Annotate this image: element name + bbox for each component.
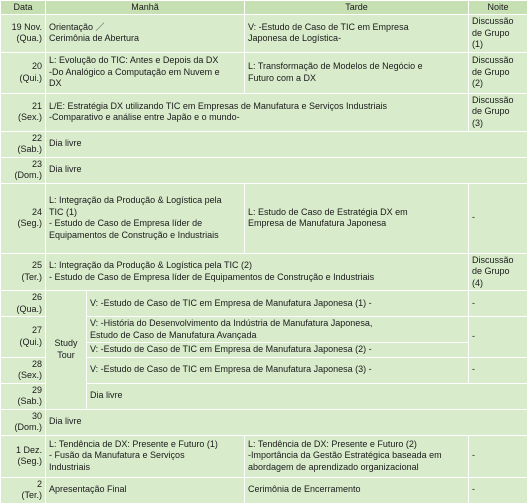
cell-line: (4) (472, 278, 483, 288)
full-day-cell (46, 253, 469, 291)
table-row (1, 93, 527, 131)
weekday-text: (Qua.) (16, 33, 42, 43)
table-row (1, 183, 527, 253)
tour-cell: V: -Estudo de Caso de TIC em Empresa de Manufatura Japonesa (1) - (87, 291, 469, 317)
weekday-text: (Sex.) (18, 370, 42, 380)
weekday-text: (Sab.) (17, 144, 42, 154)
cell-line: L/E: Estratégia DX utilizando TIC em Empresas de Manufatura e Serviços Industriais (49, 101, 387, 111)
morning-cell (46, 183, 245, 253)
table-row (1, 477, 527, 503)
date-text: 23 (32, 159, 42, 169)
full-day-cell (46, 93, 469, 131)
cell-line: L: Integração da Produção & Logística pela (49, 195, 222, 205)
cell-line: L: Evolução do TIC: Antes e Depois da DX (49, 55, 218, 65)
morning-cell (46, 15, 245, 53)
date-text: 21 (32, 101, 42, 111)
header-afternoon: Tarde (245, 1, 469, 15)
table-row (1, 409, 527, 435)
date-text: 20 (32, 61, 42, 71)
date-text: 19 Nov. (12, 22, 42, 32)
tour-cell: V: -Estudo de Caso de TIC em Empresa de Manufatura Japonesa (3) - (87, 357, 469, 383)
weekday-text: (Seg.) (17, 218, 42, 228)
date-cell (1, 157, 46, 183)
date-cell (1, 291, 46, 317)
cell-line: L: Tendência de DX: Presente e Futuro (2) (248, 439, 417, 449)
header-evening: Noite (469, 1, 527, 15)
table-row (1, 15, 527, 53)
date-cell (1, 435, 46, 477)
afternoon-cell (245, 52, 469, 93)
evening-cell: - (469, 435, 527, 477)
cell-line: L: Estudo de Caso de Estratégia DX em (248, 207, 408, 217)
header-date: Data (1, 1, 46, 15)
date-cell (1, 477, 46, 503)
cell-line: abordagem de aprendizado organizacional (248, 462, 419, 472)
table-row (1, 291, 527, 317)
weekday-text: (Sex.) (18, 112, 42, 122)
date-text: 2 (37, 479, 42, 489)
cell-line: - Estudo de Caso de Empresa líder de Equipamentos de Construção e Industriais (49, 272, 374, 282)
evening-cell: - (469, 183, 527, 253)
cell-line: Discussão (472, 255, 514, 265)
weekday-text: (Qui.) (20, 337, 43, 347)
study-tour-cell (46, 291, 87, 410)
free-day-cell: Dia livre (46, 157, 527, 183)
afternoon-cell: Cerimônia de Encerramento (245, 477, 469, 503)
table-row (1, 157, 527, 183)
cell-line: Discussão (472, 55, 514, 65)
evening-cell (469, 52, 527, 93)
weekday-text: (Ter.) (21, 490, 42, 500)
date-text: 26 (32, 292, 42, 302)
cell-line: (2) (472, 78, 483, 88)
evening-cell: - (469, 477, 527, 503)
date-text: 27 (32, 325, 42, 335)
cell-line: DX (49, 78, 62, 88)
evening-cell: - (469, 291, 527, 317)
cell-line: - Estudo de Caso de Empresa líder de (49, 218, 202, 228)
cell-line: Discussão (472, 16, 514, 26)
cell-line: Estudo de Caso de Manufatura Avançada (90, 330, 256, 340)
date-text: 25 (32, 260, 42, 270)
afternoon-cell (245, 15, 469, 53)
date-cell (1, 131, 46, 157)
morning-cell (46, 435, 245, 477)
date-cell (1, 15, 46, 53)
table-row (1, 435, 527, 477)
cell-line: -Comparativo e análise entre Japão e o mundo- (49, 112, 240, 122)
free-day-cell: Dia livre (46, 131, 527, 157)
cell-line: Japonesa de Logística- (248, 33, 341, 43)
cell-line: - Fusão da Manufatura e Serviços (49, 450, 185, 460)
cell-line: Cerimônia de Abertura (49, 33, 139, 43)
weekday-text: (Dom.) (15, 422, 43, 432)
weekday-text: (Qua.) (16, 304, 42, 314)
cell-line: Empresa de Manufatura Japonesa (248, 218, 386, 228)
cell-line: V: -Estudo de Caso de TIC em Empresa (248, 22, 409, 32)
afternoon-cell (245, 435, 469, 477)
weekday-text: (Seg.) (17, 456, 42, 466)
cell-line: Tour (57, 350, 75, 360)
date-cell (1, 253, 46, 291)
cell-line: (3) (472, 118, 483, 128)
cell-line: de Grupo (472, 67, 510, 77)
weekday-text: (Qui.) (20, 73, 43, 83)
date-text: 24 (32, 207, 42, 217)
date-text: 1 Dez. (16, 445, 42, 455)
cell-line: -Do Analógico a Computação em Nuvem e (49, 67, 220, 77)
cell-line: L: Tendência de DX: Presente e Futuro (1) (49, 439, 218, 449)
cell-line: Futuro com a DX (248, 73, 316, 83)
evening-cell: - (469, 317, 527, 358)
date-cell (1, 383, 46, 409)
cell-line: L: Integração da Produção & Logística pela TIC (2) (49, 260, 252, 270)
weekday-text: (Dom.) (15, 170, 43, 180)
evening-cell (469, 253, 527, 291)
cell-line: Study (54, 338, 77, 348)
cell-line: L: Transformação de Modelos de Negócio e (248, 61, 423, 71)
morning-cell (46, 52, 245, 93)
evening-cell (469, 93, 527, 131)
cell-line: de Grupo (472, 266, 510, 276)
table-row (1, 253, 527, 291)
table-row (1, 131, 527, 157)
date-cell (1, 183, 46, 253)
cell-line: Orientação ／ (49, 22, 105, 32)
date-text: 29 (32, 385, 42, 395)
date-text: 22 (32, 133, 42, 143)
weekday-text: (Ter.) (21, 272, 42, 282)
cell-line: Industriais (49, 462, 90, 472)
free-day-cell: Dia livre (87, 383, 527, 409)
date-cell (1, 357, 46, 383)
cell-line: de Grupo (472, 106, 510, 116)
tour-cell: V: -Estudo de Caso de TIC em Empresa de Manufatura Japonesa (2) - (87, 343, 469, 358)
date-text: 28 (32, 359, 42, 369)
cell-line: TIC (1) (49, 207, 77, 217)
cell-line: -Importância da Gestão Estratégica baseada em (248, 450, 442, 460)
date-text: 30 (32, 411, 42, 421)
date-cell (1, 317, 46, 358)
cell-line: Discussão (472, 95, 514, 105)
morning-cell: Apresentação Final (46, 477, 245, 503)
table-row (1, 52, 527, 93)
cell-line: V: -História do Desenvolvimento da Indústria de Manufatura Japonesa, (90, 318, 372, 328)
cell-line: (1) (472, 39, 483, 49)
cell-line: Equipamentos de Construção e Industriais (49, 230, 219, 240)
evening-cell (469, 15, 527, 53)
free-day-cell: Dia livre (46, 409, 527, 435)
evening-cell: - (469, 357, 527, 383)
weekday-text: (Sab.) (17, 396, 42, 406)
date-cell (1, 93, 46, 131)
date-cell (1, 52, 46, 93)
header-morning: Manhã (46, 1, 245, 15)
afternoon-cell (245, 183, 469, 253)
header-row (1, 1, 527, 15)
tour-cell (87, 317, 469, 343)
date-cell (1, 409, 46, 435)
cell-line: de Grupo (472, 28, 510, 38)
